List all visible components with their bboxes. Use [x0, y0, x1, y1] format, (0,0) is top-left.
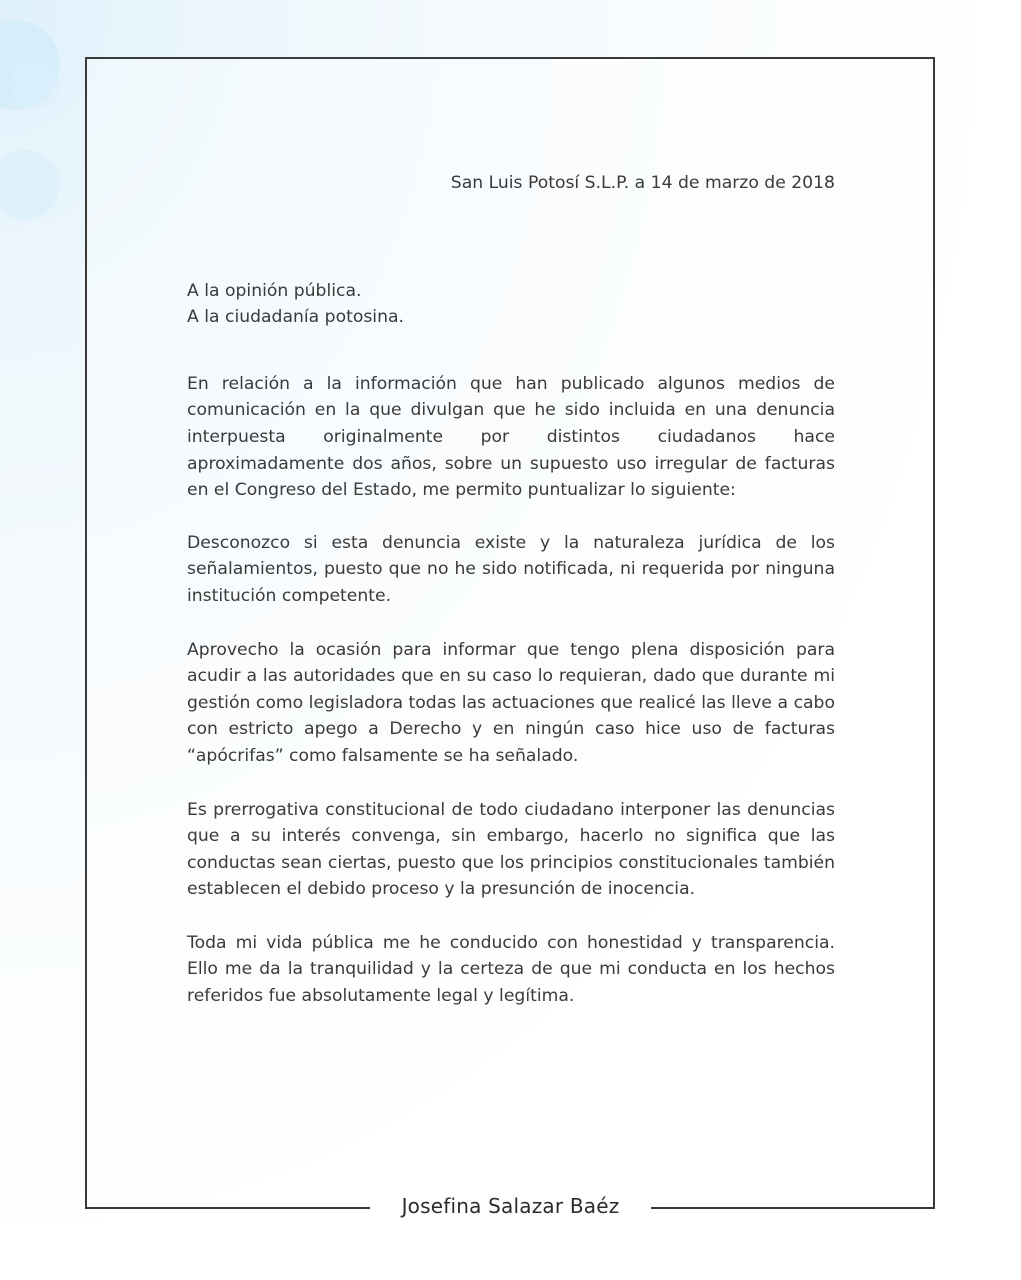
- background-bokeh: [0, 150, 60, 220]
- paragraph: En relación a la información que han publicado algunos medios de comunicación en la que divulgan que he sido incluida en una denuncia interpuesta originalmente por distintos ciudadanos hace aproximadamente dos años, sobre un supuesto uso irregular de facturas en el Congreso del Estado, me permito puntualizar lo siguiente:: [187, 373, 835, 501]
- addressee-line: A la opinión pública.: [187, 280, 362, 301]
- addressee-line: A la ciudadanía potosina.: [187, 307, 404, 328]
- paragraph: Es prerrogativa constitucional de todo ciudadano interponer las denuncias que a su interés convenga, sin embargo, hacerlo no significa que las conductas sean ciertas, puesto que los principios constitucionales también establecen el debido proceso y la presunción de inocencia.: [187, 799, 835, 900]
- addressees: [187, 278, 835, 331]
- paragraph: Toda mi vida pública me he conducido con honestidad y transparencia. Ello me da la tranquilidad y la certeza de que mi conducta en los hechos referidos fue absolutamente legal y legítima.: [187, 932, 835, 1007]
- place-date: San Luis Potosí S.L.P. a 14 de marzo de 2018: [450, 173, 835, 193]
- letter-body: [187, 170, 835, 1010]
- frame-bottom-left-line: [85, 1207, 370, 1209]
- background-bokeh: [10, 60, 60, 110]
- signature-name: Josefina Salazar Baéz: [401, 1194, 620, 1218]
- paragraph: Desconozco si esta denuncia existe y la naturaleza jurídica de los señalamientos, puesto que no he sido notificada, ni requerida por ninguna institución competente.: [187, 532, 835, 606]
- paragraph: Aprovecho la ocasión para informar que tengo plena disposición para acudir a las autoridades que en su caso lo requieran, dado que durante mi gestión como legisladora todas las actuaciones que realicé las lleve a cabo con estricto apego a Derecho y en ningún caso hice uso de facturas “apócrifas” como falsamente se ha señalado.: [187, 639, 835, 766]
- frame-bottom-right-line: [651, 1207, 935, 1209]
